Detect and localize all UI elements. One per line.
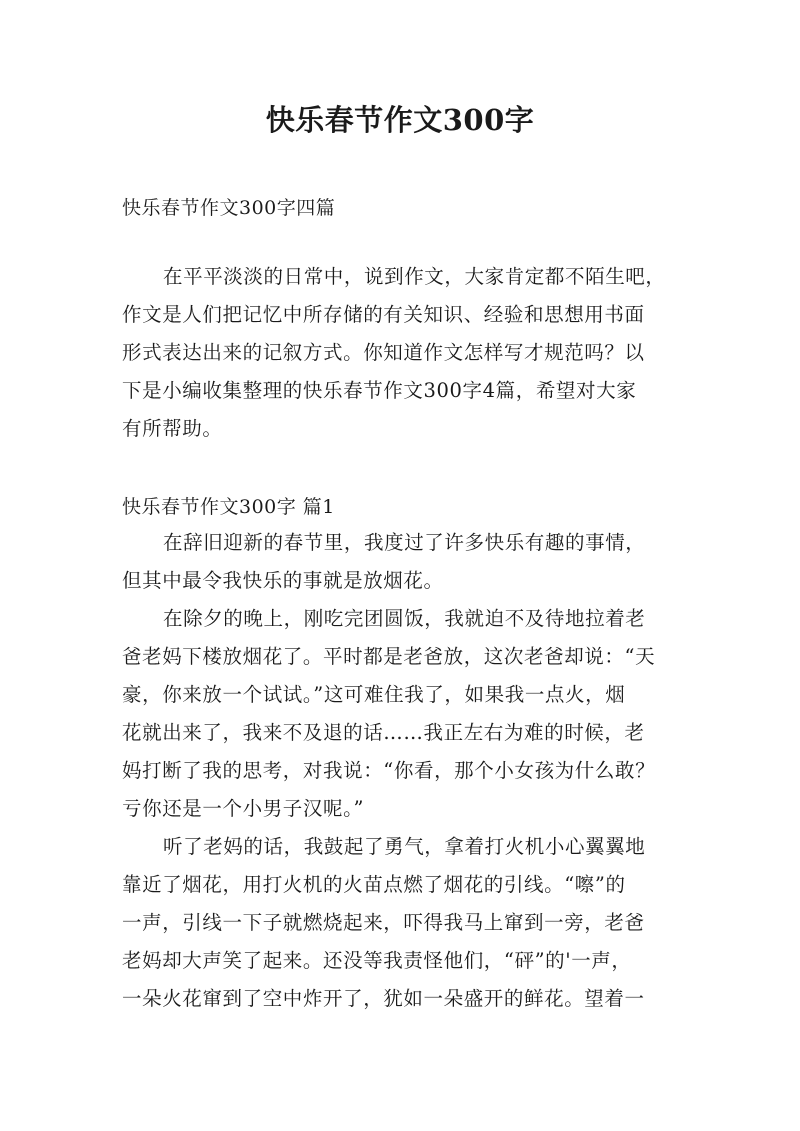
- paragraph-line: 花就出来了，我来不及退的话……我正左右为难的时候，老: [122, 721, 645, 744]
- section-heading: 快乐春节作文300字 篇1: [122, 496, 335, 518]
- intro-line: 作文是人们把记忆中所存储的有关知识、经验和思想用书面: [122, 303, 645, 326]
- intro-line: 形式表达出来的记叙方式。你知道作文怎样写才规范吗？以: [122, 341, 645, 364]
- collection-subheading: 快乐春节作文300字四篇: [122, 197, 336, 219]
- paragraph-line: 妈打断了我的思考，对我说：“你看，那个小女孩为什么敢？: [122, 759, 656, 782]
- essay-paragraph-1: [122, 524, 688, 600]
- paragraph-line: 爸老妈下楼放烟花了。平时都是老爸放，这次老爸却说：“天: [122, 645, 656, 668]
- paragraph-line: 靠近了烟花，用打火机的火苗点燃了烟花的引线。“嚓”的: [122, 873, 626, 896]
- paragraph-line: 听了老妈的话，我鼓起了勇气，拿着打火机小心翼翼地: [163, 835, 646, 858]
- paragraph-line: 豪，你来放一个试试。”这可难住我了，如果我一点火，烟: [122, 683, 626, 706]
- paragraph-line: 一朵火花窜到了空中炸开了，犹如一朵盛开的鲜花。望着一: [122, 987, 645, 1010]
- essay-paragraph-3: [122, 828, 688, 1018]
- paragraph-line: 亏你还是一个小男子汉呢。”: [122, 797, 365, 820]
- paragraph-line: 在辞旧迎新的春节里，我度过了许多快乐有趣的事情，: [163, 531, 646, 554]
- paragraph-line: 一声，引线一下子就燃烧起来，吓得我马上窜到一旁，老爸: [122, 911, 645, 934]
- paragraph-line: 但其中最令我快乐的事就是放烟花。: [122, 569, 444, 592]
- intro-paragraph: [122, 258, 688, 448]
- intro-line: 在平平淡淡的日常中，说到作文，大家肯定都不陌生吧，: [163, 265, 666, 288]
- document-title: 快乐春节作文300字: [265, 103, 535, 137]
- intro-line: 下是小编收集整理的快乐春节作文300字4篇，希望对大家: [122, 379, 637, 402]
- essay-paragraph-2: [122, 600, 688, 828]
- paragraph-line: 在除夕的晚上，刚吃完团圆饭，我就迫不及待地拉着老: [163, 607, 646, 630]
- intro-line: 有所帮助。: [122, 417, 223, 440]
- paragraph-line: 老妈却大声笑了起来。还没等我责怪他们，“砰”的'一声，: [122, 949, 632, 972]
